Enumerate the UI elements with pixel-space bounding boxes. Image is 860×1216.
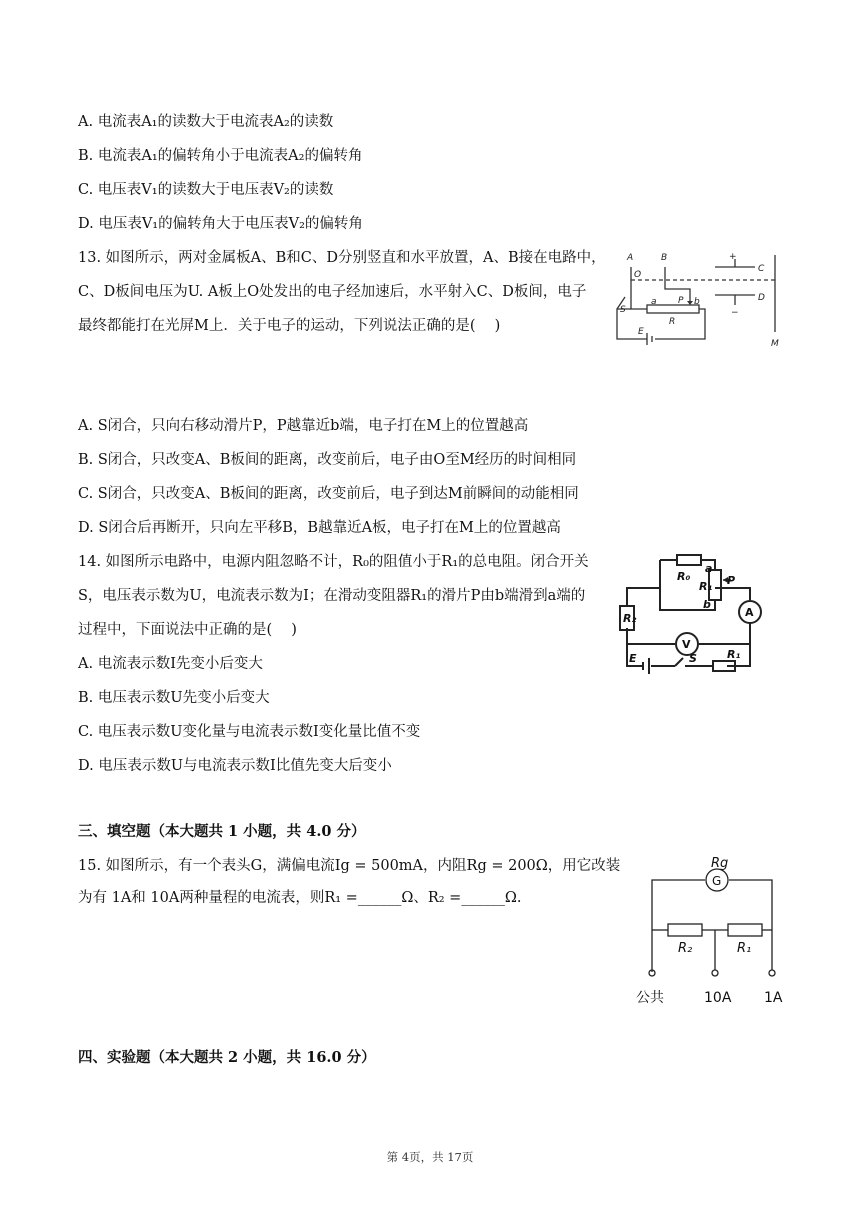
q13-label-p: P <box>678 296 684 306</box>
q13-option-a: A. S闭合，只向右移动滑片P，P越靠近b端，电子打在M上的位置越高 <box>78 418 529 434</box>
q13-label-m: M <box>771 339 779 349</box>
page-footer: 第 4页，共 17页 <box>386 1150 474 1164</box>
q14-stem-line-1: 14. 如图所示电路中，电源内阻忽略不计，R₀的阻值小于R₁的总电阻。闭合开关 <box>78 554 589 570</box>
q13-label-minus: − <box>731 308 739 318</box>
q15-galvanometer-label: G <box>712 874 722 888</box>
q15-label-rg: Rg <box>711 856 729 871</box>
q12-option-b: B. 电流表A₁的偏转角小于电流表A₂的偏转角 <box>78 148 363 164</box>
q15-stem-line-1: 15. 如图所示，有一个表头G，满偏电流Ig = 500mA，内阻Rg = 200Ω，用它改装 <box>78 858 621 874</box>
q15-ammeter-figure <box>630 852 790 1007</box>
q14-label-r1: R₁ <box>699 580 713 593</box>
q12-option-a: A. 电流表A₁的读数大于电流表A₂的读数 <box>78 114 334 130</box>
q13-label-s: S <box>620 305 626 315</box>
q13-option-b: B. S闭合，只改变A、B板间的距离，改变前后，电子由O至M经历的时间相同 <box>78 452 577 468</box>
q15-terminal-1a: 1A <box>764 990 783 1006</box>
q14-label-e: E <box>629 652 637 665</box>
q15-label-r2: R₂ <box>678 941 693 956</box>
q14-label-r3: R₁ <box>727 648 741 661</box>
q14-label-r0: R₀ <box>677 570 691 583</box>
q14-ammeter-label: A <box>745 606 754 619</box>
q13-label-c: C <box>758 264 765 274</box>
q15-terminal-common: 公共 <box>636 990 664 1006</box>
section-4-heading: 四、实验题（本大题共 2 小题，共 16.0 分） <box>78 1049 376 1066</box>
q14-voltmeter-label: V <box>682 638 691 651</box>
q13-label-plus: + <box>729 252 737 262</box>
q13-label-a-end: a <box>651 297 657 307</box>
q13-option-d: D. S闭合后再断开，只向左平移B，B越靠近A板，电子打在M上的位置越高 <box>78 520 561 536</box>
q14-stem-line-2: S，电压表示数为U，电流表示数为I；在滑动变阻器R₁的滑片P由b端滑到a端的 <box>78 588 586 604</box>
q13-label-e: E <box>638 327 644 337</box>
q14-option-d: D. 电压表示数U与电流表示数I比值先变大后变小 <box>78 758 392 774</box>
q13-label-o: O <box>634 270 642 280</box>
q12-option-c: C. 电压表V₁的读数大于电压表V₂的读数 <box>78 182 334 198</box>
q13-label-r: R <box>669 317 676 327</box>
q14-option-b: B. 电压表示数U先变小后变大 <box>78 690 270 706</box>
q13-stem-line-3: 最终都能打在光屏M上．关于电子的运动，下列说法正确的是( ) <box>78 318 501 334</box>
q14-label-p: P <box>727 574 736 587</box>
q14-label-b-end: b <box>703 598 711 611</box>
q15-terminal-10a: 10A <box>704 990 732 1006</box>
q13-stem-line-1: 13. 如图所示，两对金属板A、B和C、D分别竖直和水平放置，A、B接在电路中， <box>78 250 606 266</box>
q14-circuit-figure <box>615 548 785 693</box>
q13-circuit-figure <box>605 247 790 357</box>
q13-label-b: B <box>661 253 668 263</box>
q12-option-d: D. 电压表V₁的偏转角大于电压表V₂的偏转角 <box>78 216 363 232</box>
q15-stem-line-2: 为有 1A和 10A两种量程的电流表，则R₁ =______Ω、R₂ =______Ω. <box>78 890 522 906</box>
q13-label-d: D <box>758 293 765 303</box>
q14-option-c: C. 电压表示数U变化量与电流表示数I变化量比值不变 <box>78 724 421 740</box>
q13-label-b-end: b <box>694 297 700 307</box>
q13-label-a: A <box>627 253 634 263</box>
q14-label-a-end: a <box>705 562 713 575</box>
q14-stem-line-3: 过程中，下面说法中正确的是( ) <box>78 622 297 638</box>
section-3-heading: 三、填空题（本大题共 1 小题，共 4.0 分） <box>78 823 366 840</box>
q14-label-r2: R₂ <box>623 612 637 625</box>
q14-label-s: S <box>689 652 697 665</box>
q13-stem-line-2: C、D板间电压为U. A板上O处发出的电子经加速后，水平射入C、D板间，电子 <box>78 284 587 300</box>
q15-label-r1: R₁ <box>737 941 752 956</box>
q14-option-a: A. 电流表示数I先变小后变大 <box>78 656 263 672</box>
q13-option-c: C. S闭合，只改变A、B板间的距离，改变前后，电子到达M前瞬间的动能相同 <box>78 486 579 502</box>
